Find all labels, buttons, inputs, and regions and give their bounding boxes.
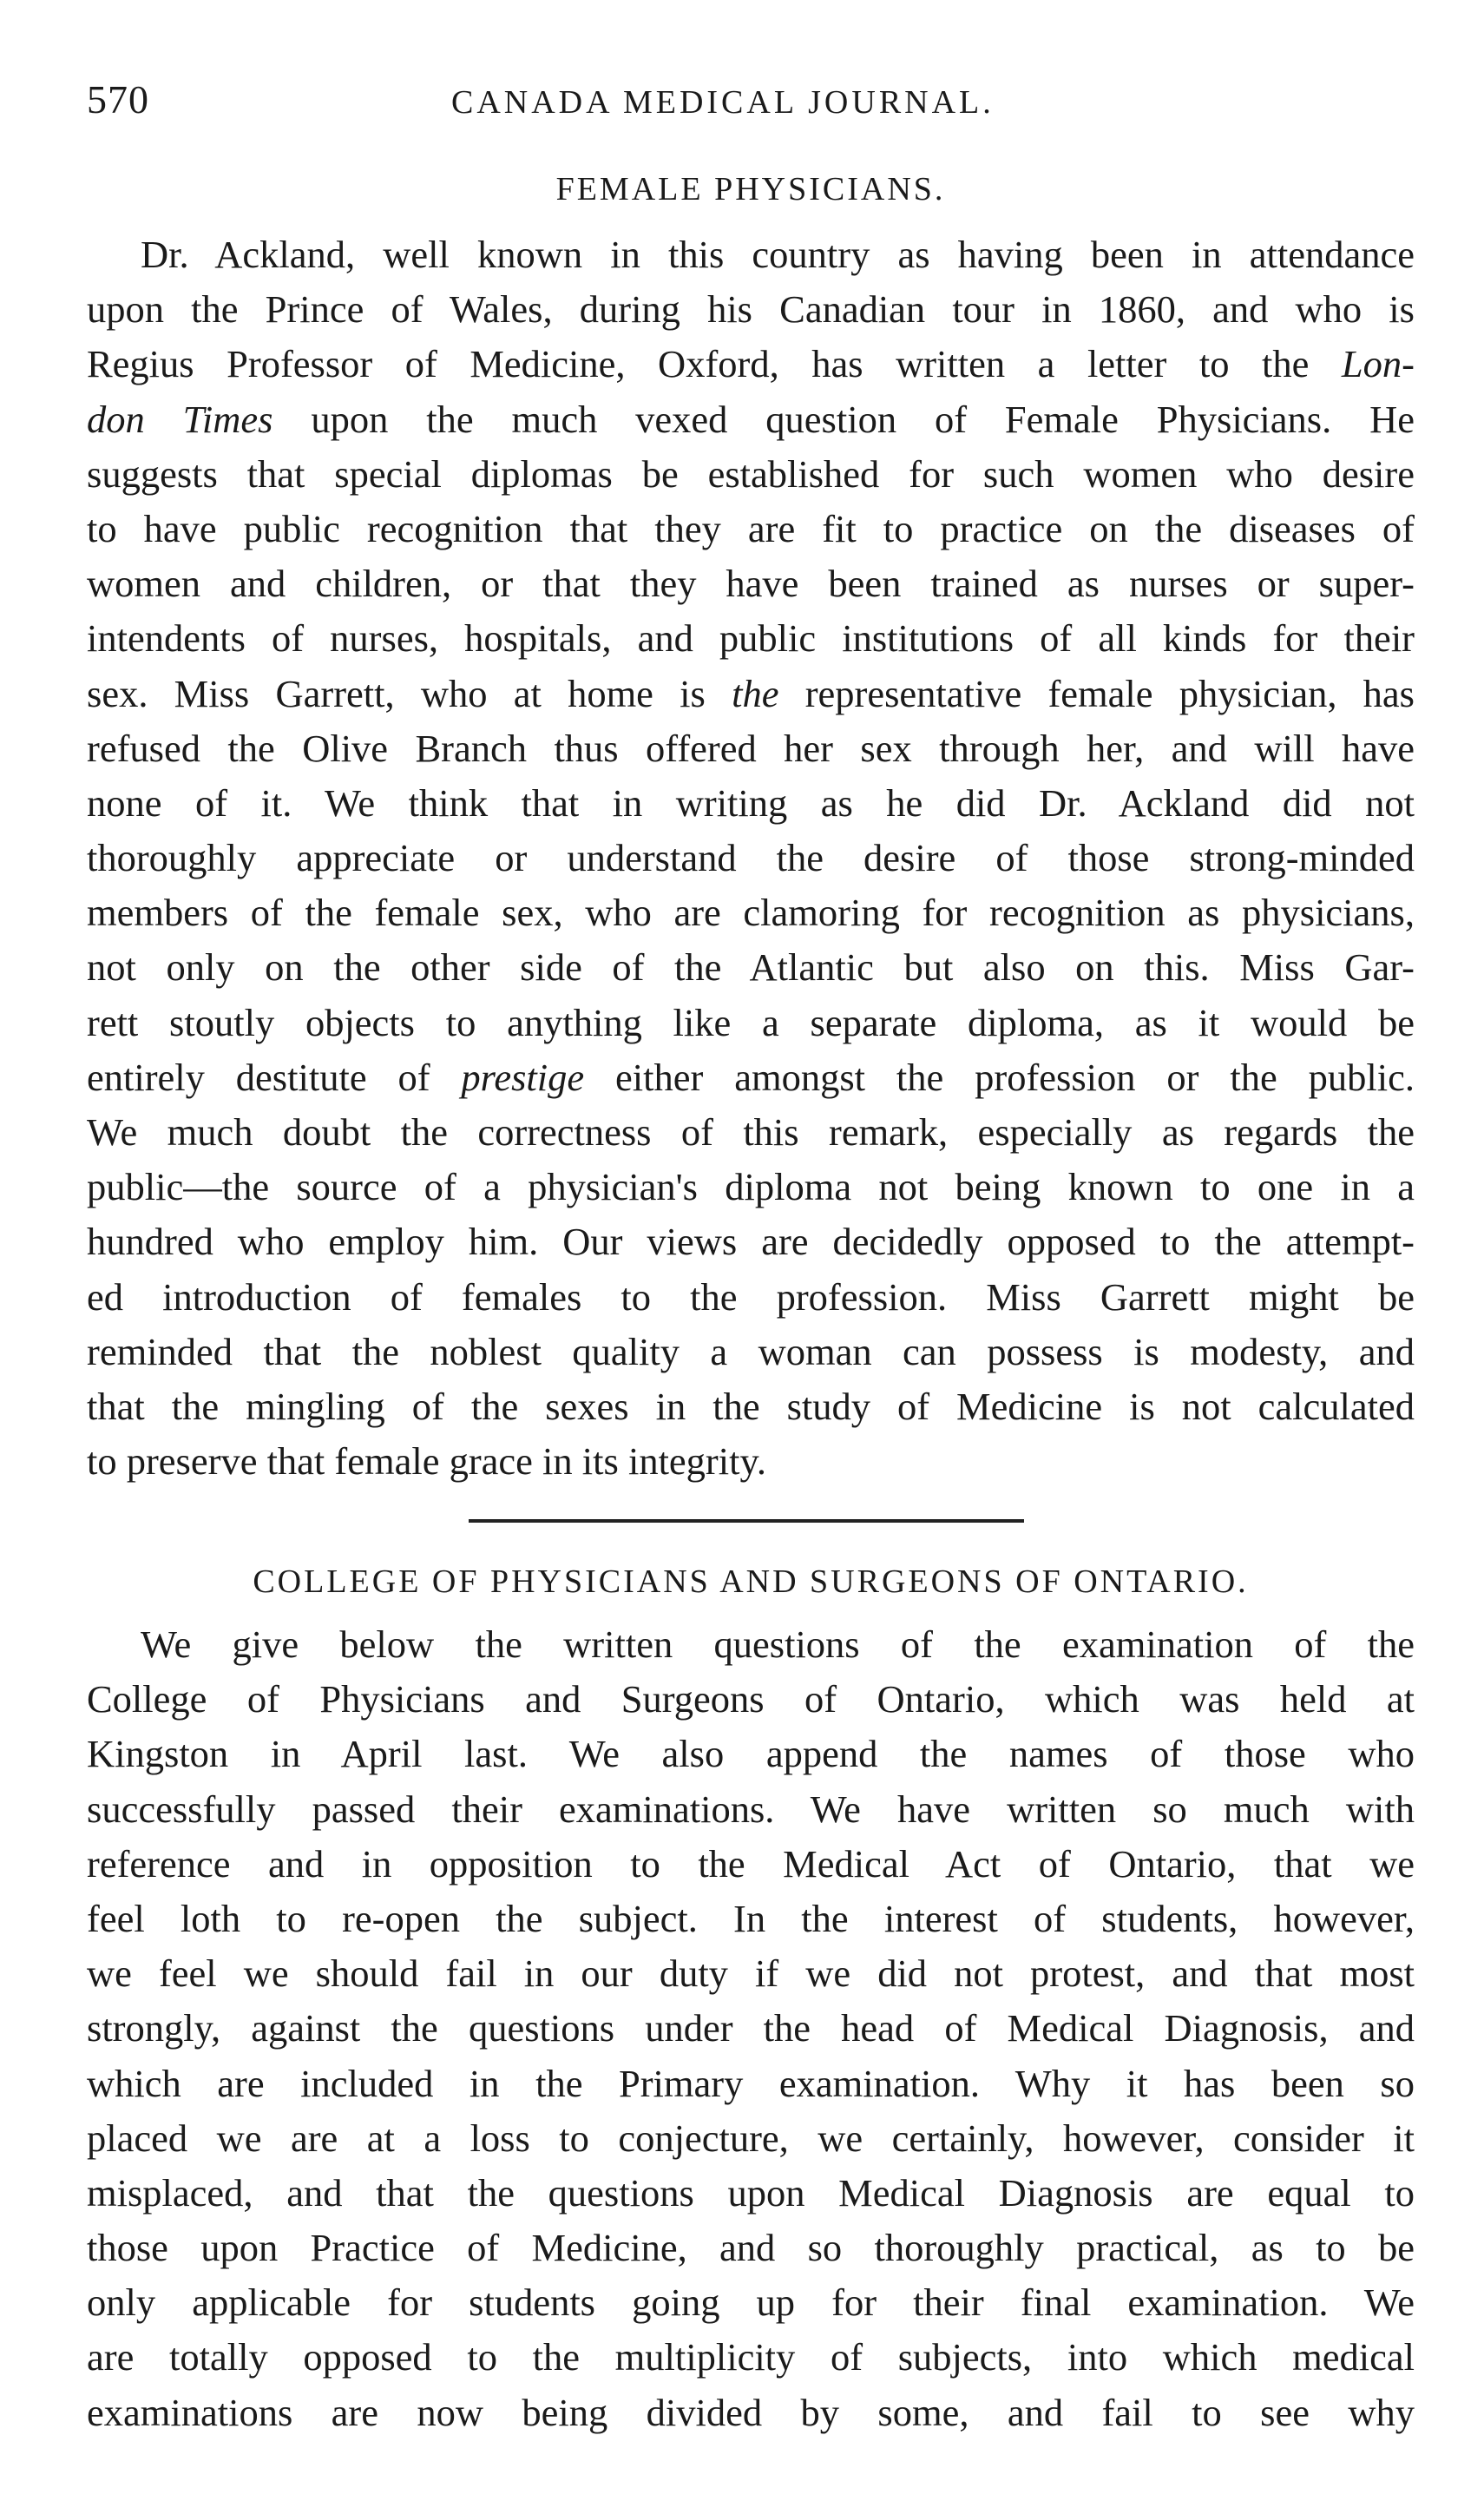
text-line: Regius Professor of Medicine, Oxford, has written a letter to the Lon- xyxy=(87,342,1415,386)
text-line: reminded that the noblest quality a woman can possess is modesty, and xyxy=(87,1329,1415,1373)
text-line: rett stoutly objects to anything like a separate diploma, as it would be xyxy=(87,1000,1415,1044)
text-line: placed we are at a loss to conjecture, we certainly, however, consider it xyxy=(87,2116,1415,2160)
text-line: entirely destitute of prestige either amongst the profession or the public. xyxy=(87,1055,1415,1099)
text-line: are totally opposed to the multiplicity of subjects, into which medical xyxy=(87,2335,1415,2379)
article-heading-college-of-physicians: COLLEGE OF PHYSICIANS AND SURGEONS OF ONTARIO. xyxy=(253,1563,1249,1600)
text-line: hundred who employ him. Our views are decidedly opposed to the attempt- xyxy=(87,1220,1415,1264)
text-line: suggests that special diplomas be established for such women who desire xyxy=(87,451,1415,496)
text-line: to have public recognition that they are fit to practice on the diseases of xyxy=(87,506,1415,550)
text-line: successfully passed their examinations. We have written so much with xyxy=(87,1787,1415,1831)
text-line: Kingston in April last. We also append the names of those who xyxy=(87,1732,1415,1776)
text-line: upon the Prince of Wales, during his Canadian tour in 1860, and who is xyxy=(87,287,1415,332)
text-line: sex. Miss Garrett, who at home is the representative female physician, has xyxy=(87,671,1415,715)
text-line: strongly, against the questions under the head of Medical Diagnosis, and xyxy=(87,2006,1415,2050)
page-number: 570 xyxy=(87,77,149,122)
journal-title: CANADA MEDICAL JOURNAL. xyxy=(451,84,995,121)
text-line: women and children, or that they have been trained as nurses or super- xyxy=(87,562,1415,606)
text-line: thoroughly appreciate or understand the desire of those strong-minded xyxy=(87,836,1415,880)
text-line: we feel we should fail in our duty if we did not protest, and that most xyxy=(87,1951,1415,1996)
text-line: those upon Practice of Medicine, and so thoroughly practical, as to be xyxy=(87,2226,1415,2270)
text-line: not only on the other side of the Atlantic but also on this. Miss Gar- xyxy=(87,945,1415,990)
text-line: which are included in the Primary examination. Why it has been so xyxy=(87,2061,1415,2105)
article-body-female-physicians xyxy=(87,227,1415,1489)
text-line: misplaced, and that the questions upon Medical Diagnosis are equal to xyxy=(87,2170,1415,2215)
text-line: refused the Olive Branch thus offered her sex through her, and will have xyxy=(87,726,1415,770)
article-heading-female-physicians: FEMALE PHYSICIANS. xyxy=(555,171,946,207)
text-line: intendents of nurses, hospitals, and public institutions of all kinds for their xyxy=(87,616,1415,661)
section-divider-rule xyxy=(469,1519,1024,1523)
text-line: members of the female sex, who are clamoring for recognition as physicians, xyxy=(87,891,1415,935)
text-line: We give below the written questions of the examination of the xyxy=(141,1622,1415,1666)
text-line: none of it. We think that in writing as he did Dr. Ackland did not xyxy=(87,780,1415,825)
text-line: feel loth to re-open the subject. In the interest of students, however, xyxy=(87,1896,1415,1940)
text-line: We much doubt the correctness of this remark, especially as regards the xyxy=(87,1110,1415,1154)
text-line: reference and in opposition to the Medical Act of Ontario, that we xyxy=(87,1841,1415,1886)
text-line: public—the source of a physician's diploma not being known to one in a xyxy=(87,1165,1415,1209)
text-line: College of Physicians and Surgeons of Ontario, which was held at xyxy=(87,1677,1415,1721)
article-body-college-of-physicians xyxy=(87,1617,1415,2440)
text-line: examinations are now being divided by some, and fail to see why xyxy=(87,2390,1415,2434)
running-head xyxy=(87,76,1415,128)
text-line: only applicable for students going up for their final examination. We xyxy=(87,2281,1415,2325)
text-line: ed introduction of females to the profession. Miss Garrett might be xyxy=(87,1274,1415,1319)
text-line: Dr. Ackland, well known in this country as having been in attendance xyxy=(141,233,1415,276)
text-line: to preserve that female grace in its integrity. xyxy=(87,1439,766,1484)
text-line: that the mingling of the sexes in the study of Medicine is not calculated xyxy=(87,1384,1415,1428)
text-line: don Times upon the much vexed question of Female Physicians. He xyxy=(87,397,1415,441)
